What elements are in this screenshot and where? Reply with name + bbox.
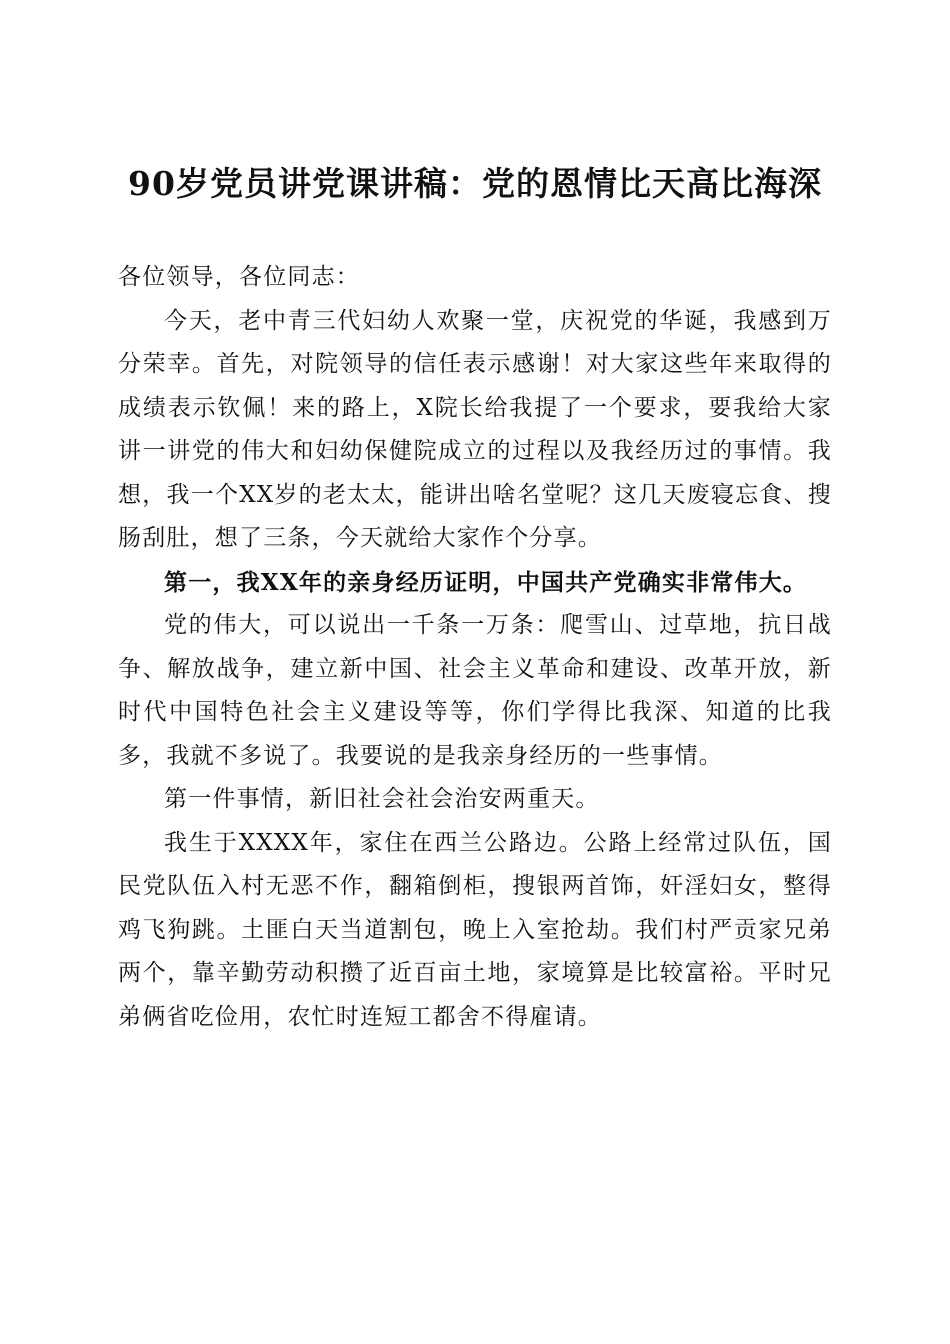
section-heading-first: 第一，我XX年的亲身经历证明，中国共产党确实非常伟大。 xyxy=(164,568,808,596)
paragraph-party-greatness: 党的伟大，可以说出一千条一万条：爬雪山、过草地，抗日战争、解放战争，建立新中国、社会主义革命和建设、改革开放，新时代中国特色社会主义建设等等，你们学得比我深、知道的比我多，我就不多说了。我要说的是我亲身经历的一些事情。 xyxy=(118,612,832,769)
document-body xyxy=(118,256,832,1039)
paragraph-opening: 今天，老中青三代妇幼人欢聚一堂，庆祝党的华诞，我感到万分荣幸。首先，对院领导的信任表示感谢！对大家这些年来取得的成绩表示钦佩！来的路上，X院长给我提了一个要求，要我给大家讲一讲党的伟大和妇幼保健院成立的过程以及我经历过的事情。我想，我一个XX岁的老太太，能讲出啥名堂呢？这几天废寝忘食、搜肠刮肚，想了三条，今天就给大家作个分享。 xyxy=(118,307,832,551)
salutation: 各位领导，各位同志： xyxy=(118,264,360,290)
paragraph-personal-history: 我生于XXXX年，家住在西兰公路边。公路上经常过队伍，国民党队伍入村无恶不作，翻箱倒柜，搜银两首饰，奸淫妇女，整得鸡飞狗跳。土匪白天当道割包，晚上入室抢劫。我们村严贡家兄弟两个，靠辛勤劳动积攒了近百亩土地，家境算是比较富裕。平时兄弟俩省吃俭用，农忙时连短工都舍不得雇请。 xyxy=(118,829,832,1030)
subheading-first-matter: 第一件事情，新旧社会社会治安两重天。 xyxy=(164,786,600,812)
document-title: 90岁党员讲党课讲稿：党的恩情比天高比海深 xyxy=(128,164,822,204)
